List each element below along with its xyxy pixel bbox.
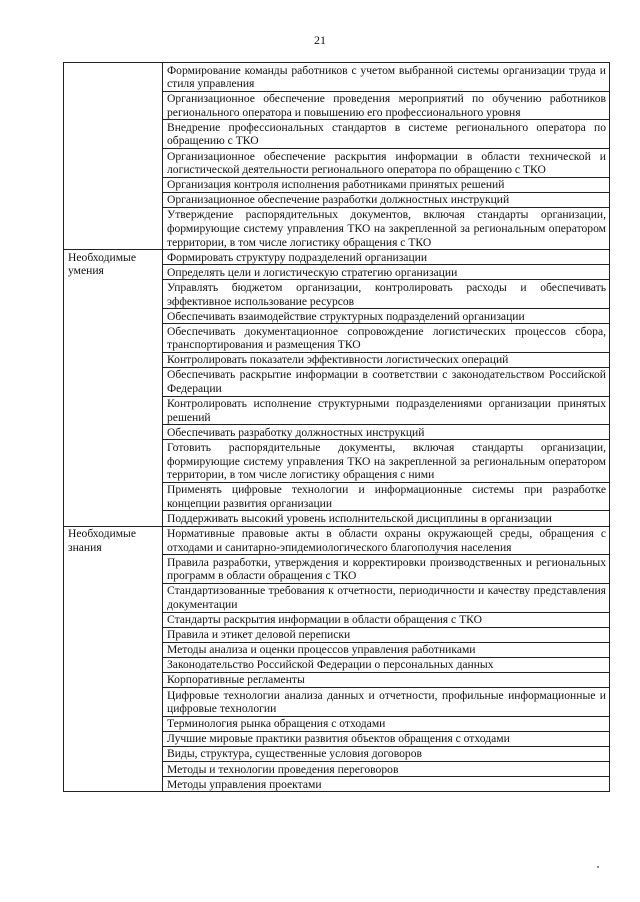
- item-cell: Определять цели и логистическую стратегию организации: [163, 265, 610, 280]
- scan-speck: [597, 866, 599, 868]
- section-label: [64, 63, 163, 250]
- item-cell: Организация контроля исполнения работниками принятых решений: [163, 177, 610, 192]
- item-cell: Стандарты раскрытия информации в области обращения с ТКО: [163, 612, 610, 627]
- item-cell: Цифровые технологии анализа данных и отчетности, профильные информационные и цифровые технологии: [163, 688, 610, 717]
- item-cell: Формировать структуру подразделений организации: [163, 250, 610, 265]
- item-cell: Обеспечивать раскрытие информации в соответствии с законодательством Российской Федерации: [163, 367, 610, 396]
- item-cell: Методы управления проектами: [163, 777, 610, 792]
- item-cell: Правила и этикет деловой переписки: [163, 627, 610, 642]
- item-cell: Корпоративные регламенты: [163, 672, 610, 687]
- item-cell: Обеспечивать взаимодействие структурных подразделений организации: [163, 309, 610, 324]
- competency-table: [63, 62, 610, 792]
- competency-table-body: [64, 63, 610, 792]
- item-cell: Контролировать исполнение структурными подразделениями организации принятых решений: [163, 396, 610, 425]
- item-cell: Обеспечивать разработку должностных инструкций: [163, 425, 610, 440]
- item-cell: Внедрение профессиональных стандартов в системе регионального оператора по обращению с ТКО: [163, 120, 610, 149]
- item-cell: Нормативные правовые акты в области охраны окружающей среды, обращения с отходами и санитарно-эпидемиологического благополучия населения: [163, 526, 610, 555]
- item-cell: Утверждение распорядительных документов, включая стандарты организации, формирующие систему управления ТКО на закрепленной за региональным оператором территории, в том числе логистику обращения с ТКО: [163, 207, 610, 249]
- item-cell: Готовить распорядительные документы, включая стандарты организации, формирующие систему управления ТКО на закрепленной за региональным оператором территории, в том числе логистику обращения с ними: [163, 440, 610, 482]
- item-cell: Терминология рынка обращения с отходами: [163, 716, 610, 731]
- section-label: Необходимые умения: [64, 250, 163, 526]
- table-row: [64, 250, 610, 265]
- item-cell: Применять цифровые технологии и информационные системы при разработке концепции развития организации: [163, 482, 610, 511]
- item-cell: Организационное обеспечение разработки должностных инструкций: [163, 192, 610, 207]
- page-number: 21: [314, 33, 326, 47]
- section-label: Необходимые знания: [64, 526, 163, 792]
- item-cell: Формирование команды работников с учетом выбранной системы организации труда и стиля управления: [163, 63, 610, 92]
- item-cell: Правила разработки, утверждения и корректировки производственных и региональных программ в области обращения с ТКО: [163, 555, 610, 584]
- item-cell: Управлять бюджетом организации, контролировать расходы и обеспечивать эффективное использование ресурсов: [163, 280, 610, 309]
- item-cell: Обеспечивать документационное сопровождение логистических процессов сбора, транспортирования и размещения ТКО: [163, 324, 610, 353]
- item-cell: Организационное обеспечение проведения мероприятий по обучению работников регионального оператора и повышению его профессионального уровня: [163, 91, 610, 120]
- item-cell: Методы анализа и оценки процессов управления работниками: [163, 642, 610, 657]
- item-cell: Виды, структура, существенные условия договоров: [163, 746, 610, 761]
- item-cell: Контролировать показатели эффективности логистических операций: [163, 352, 610, 367]
- item-cell: Законодательство Российской Федерации о персональных данных: [163, 657, 610, 672]
- table-row: [64, 526, 610, 555]
- item-cell: Методы и технологии проведения переговоров: [163, 762, 610, 777]
- item-cell: Поддерживать высокий уровень исполнительской дисциплины в организации: [163, 511, 610, 526]
- item-cell: Стандартизованные требования к отчетности, периодичности и качеству представления документации: [163, 583, 610, 612]
- item-cell: Организационное обеспечение раскрытия информации в области технической и логистической деятельности регионального оператора по обращению с ТКО: [163, 149, 610, 178]
- item-cell: Лучшие мировые практики развития объектов обращения с отходами: [163, 731, 610, 746]
- table-row: [64, 63, 610, 92]
